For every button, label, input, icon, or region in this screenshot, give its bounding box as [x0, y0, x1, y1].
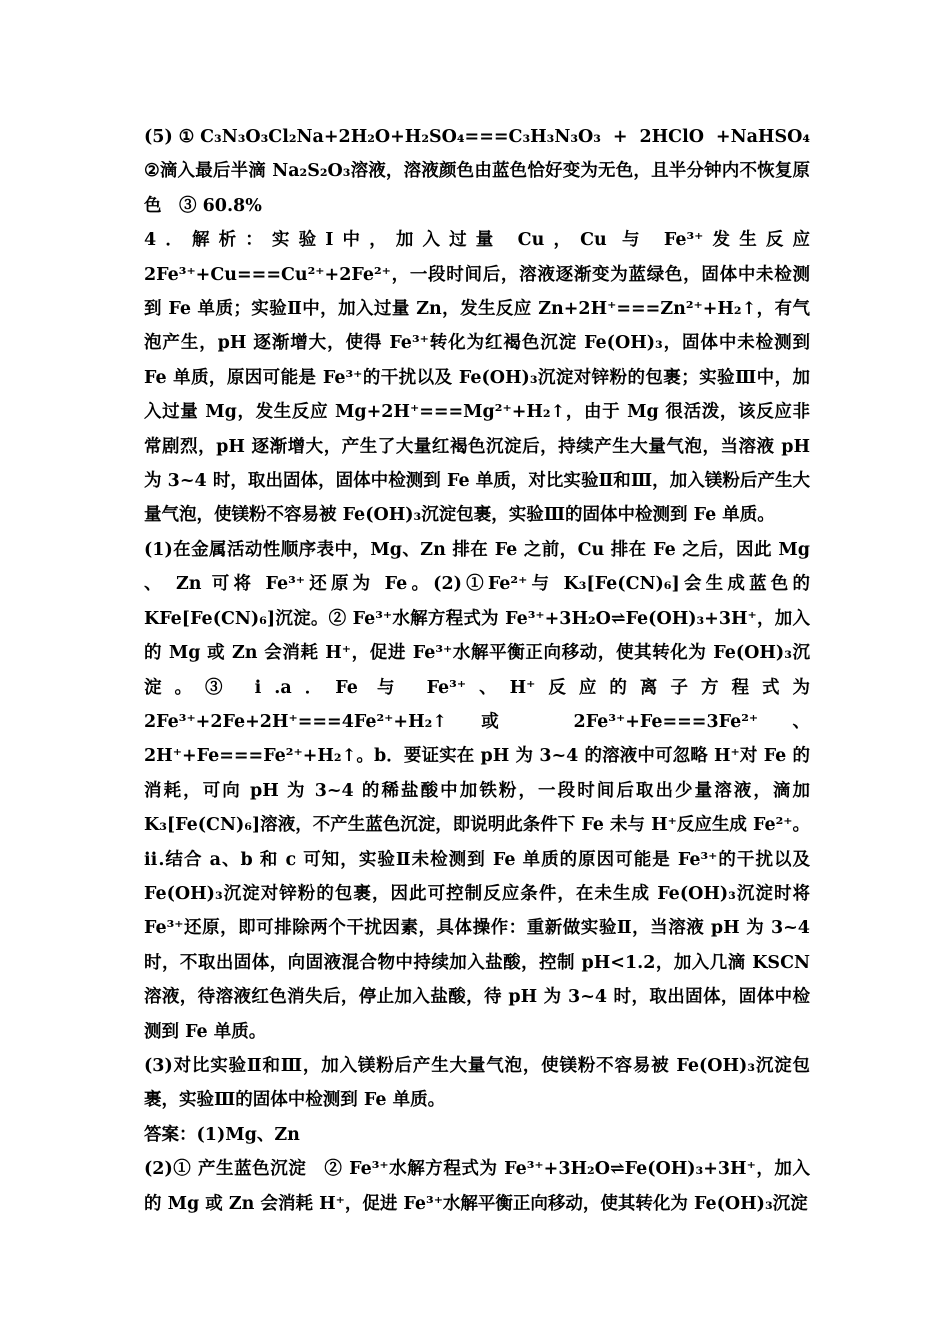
- answer-heading-paragraph: 答案：(1)Mg、Zn: [144, 1124, 300, 1145]
- analysis-4-paragraph: 4．解析：实验Ⅰ中，加入过量 Cu，Cu 与 Fe³⁺发生反应 2Fe³⁺+Cu===Cu²⁺+2Fe²⁺，一段时间后，溶液逐渐变为蓝绿色，固体中未检测到 Fe 单质；实验Ⅱ中，加入过量 Zn，发生反应 Zn+2H⁺===Zn²⁺+H₂↑，有气泡产生，pH 逐渐增大，使得 Fe³⁺转化为红褐色沉淀 Fe(OH)₃，固体中未检测到 Fe 单质，原因可能是 Fe³⁺的干扰以及 Fe(OH)₃沉淀对锌粉的包裹；实验Ⅲ中，加入过量 Mg，发生反应 Mg+2H⁺===Mg²⁺+H₂↑，由于 Mg 很活泼，该反应非常剧烈，pH 逐渐增大，产生了大量红褐色沉淀后，持续产生大量气泡，当溶液 pH 为 3~4 时，取出固体，固体中检测到 Fe 单质，对比实验Ⅱ和Ⅲ，加入镁粉后产生大量气泡，使镁粉不容易被 Fe(OH)₃沉淀包裹，实验Ⅲ的固体中检测到 Fe 单质。: [144, 230, 810, 526]
- document-page: [144, 120, 828, 1221]
- analysis-3-paragraph: (3)对比实验Ⅱ和Ⅲ，加入镁粉后产生大量气泡，使镁粉不容易被 Fe(OH)₃沉淀包裹，实验Ⅲ的固体中检测到 Fe 单质。: [144, 1055, 810, 1111]
- answer-2-paragraph: (2)① 产生蓝色沉淀 ② Fe³⁺水解方程式为 Fe³⁺+3H₂O⇌Fe(OH)₃+3H⁺，加入的 Mg 或 Zn 会消耗 H⁺，促进 Fe³⁺水解平衡正向移动，使其转化为 Fe(OH)₃沉淀: [144, 1159, 810, 1214]
- answer-5-paragraph: (5)①C₃N₃O₃Cl₂Na+2H₂O+H₂SO₄===C₃H₃N₃O₃ + 2HClO +NaHSO₄ ②滴入最后半滴 Na₂S₂O₃溶液，溶液颜色由蓝色恰好变为无色，且半分钟内不恢复原色 ③ 60.8%: [144, 127, 828, 216]
- analysis-1-2-paragraph: (1)在金属活动性顺序表中，Mg、Zn 排在 Fe 之前，Cu 排在 Fe 之后，因此 Mg 、 Zn 可将 Fe³⁺还原为 Fe。(2)①Fe²⁺与 K₃[Fe(CN)₆]会生成蓝色的 KFe[Fe(CN)₆]沉淀。② Fe³⁺水解方程式为 Fe³⁺+3H₂O⇌Fe(OH)₃+3H⁺，加入的 Mg 或 Zn 会消耗 H⁺，促进 Fe³⁺水解平衡正向移动，使其转化为 Fe(OH)₃沉淀。③ ⅰ.a．Fe 与 Fe³⁺、H⁺反应的离子方程式为 2Fe³⁺+2Fe+2H⁺===4Fe²⁺+H₂↑或 2Fe³⁺+Fe===3Fe²⁺、2H⁺+Fe===Fe²⁺+H₂↑。b．要证实在 pH 为 3~4 的溶液中可忽略 H⁺对 Fe 的消耗，可向 pH 为 3~4 的稀盐酸中加铁粉，一段时间后取出少量溶液，滴加 K₃[Fe(CN)₆]溶液，不产生蓝色沉淀，即说明此条件下 Fe 未与 H⁺反应生成 Fe²⁺。ⅱ.结合 a、b 和 c 可知，实验Ⅱ未检测到 Fe 单质的原因可能是 Fe³⁺的干扰以及 Fe(OH)₃沉淀对锌粉的包裹，因此可控制反应条件，在未生成 Fe(OH)₃沉淀时将 Fe³⁺还原，即可排除两个干扰因素，具体操作：重新做实验Ⅱ，当溶液 pH 为 3~4 时，不取出固体，向固液混合物中持续加入盐酸，控制 pH<1.2，加入几滴 KSCN 溶液，待溶液红色消失后，停止加入盐酸，待 pH 为 3~4 时，取出固体，固体中检测到 Fe 单质。: [144, 539, 810, 1042]
